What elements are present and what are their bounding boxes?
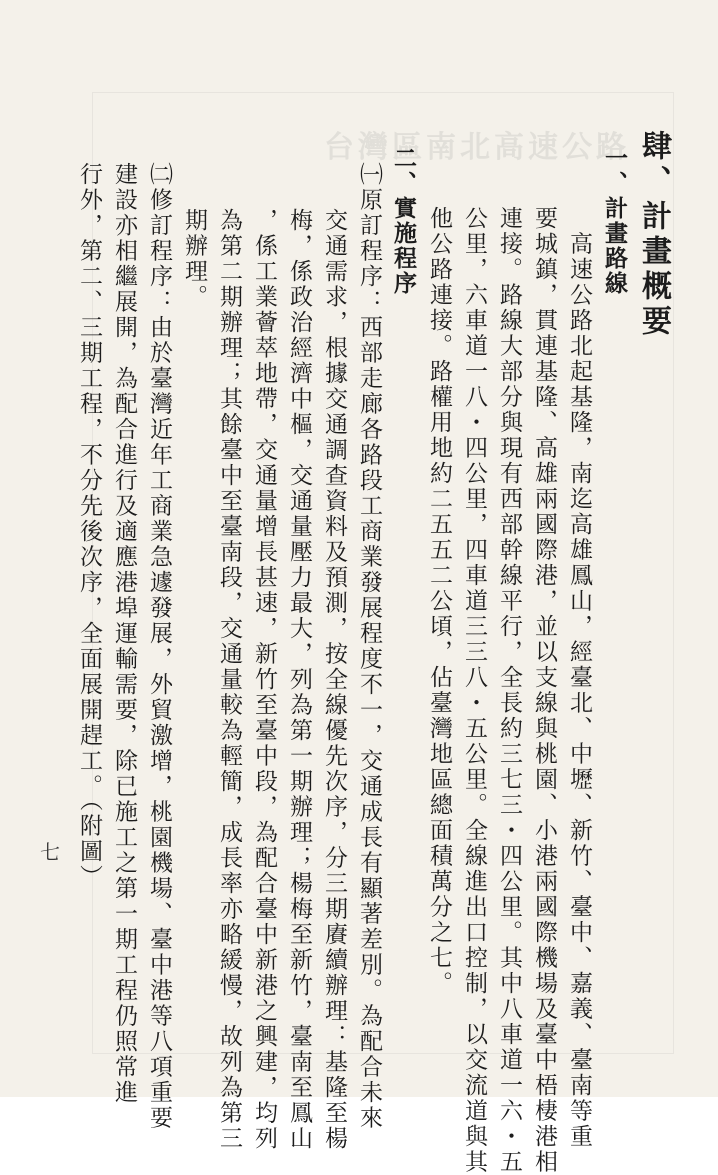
body-line: 要城鎮，貫連基隆、高雄兩國際港，並以支線與桃園、小港兩國際機場及臺中梧棲港相: [531, 206, 557, 1175]
body-line: 公里，六車道一八・四公里，四車道三三八・五公里。全線進出口控制，以交流道與其: [461, 206, 487, 1175]
body-line: 他公路連接。路權用地約二五五二公頃，佔臺灣地區總面積萬分之七。: [426, 206, 452, 997]
body-line: 期辦理。: [181, 208, 207, 310]
subsection-2-heading: 二、實施程序: [390, 146, 417, 296]
body-line: 建設亦相繼展開，為配合進行及適應港埠運輸需要，除已施工之第一期工程仍照常進: [111, 162, 137, 1106]
body-line: ㈡修訂程序：由於臺灣近年工商業急遽發展，外貿激增，桃園機場、臺中港等八項重要: [146, 162, 172, 1131]
body-line: 行外，第二、三期工程，不分先後次序，全面展開趕工。（附圖）: [76, 162, 102, 890]
page-number: 七: [40, 840, 60, 864]
body-line: ㈠原訂程序：西部走廊各路段工商業發展程度不一，交通成長有顯著差別。為配合未來: [356, 162, 382, 1131]
section-title: 肆、計畫概要: [636, 130, 671, 340]
body-line: 梅，係政治經濟中樞，交通量壓力最大，列為第一期辦理；楊梅至新竹，臺南至鳳山: [286, 208, 312, 1152]
body-line: 高速公路北起基隆，南迄高雄鳳山，經臺北、中壢、新竹、臺中、嘉義、臺南等重: [566, 206, 592, 1150]
body-line: 為第二期辦理；其餘臺中至臺南段，交通量較為輕簡，成長率亦略緩慢，故列為第三: [216, 208, 242, 1152]
faded-map-title: 台灣區南北高速公路: [324, 130, 630, 165]
body-line: 交通需求，根據交通調查資料及預測，按全線優先次序，分三期賡續辦理：基隆至楊: [321, 208, 347, 1152]
subsection-1-heading: 一、計畫路線: [601, 146, 628, 296]
body-line: 連接。路線大部分與現有西部幹線平行，全長約三七三・四公里。其中八車道一六・五: [496, 206, 522, 1175]
body-line: ，係工業薈萃地帶，交通量增長甚速，新竹至臺中段，為配合臺中新港之興建，均列: [251, 208, 277, 1152]
